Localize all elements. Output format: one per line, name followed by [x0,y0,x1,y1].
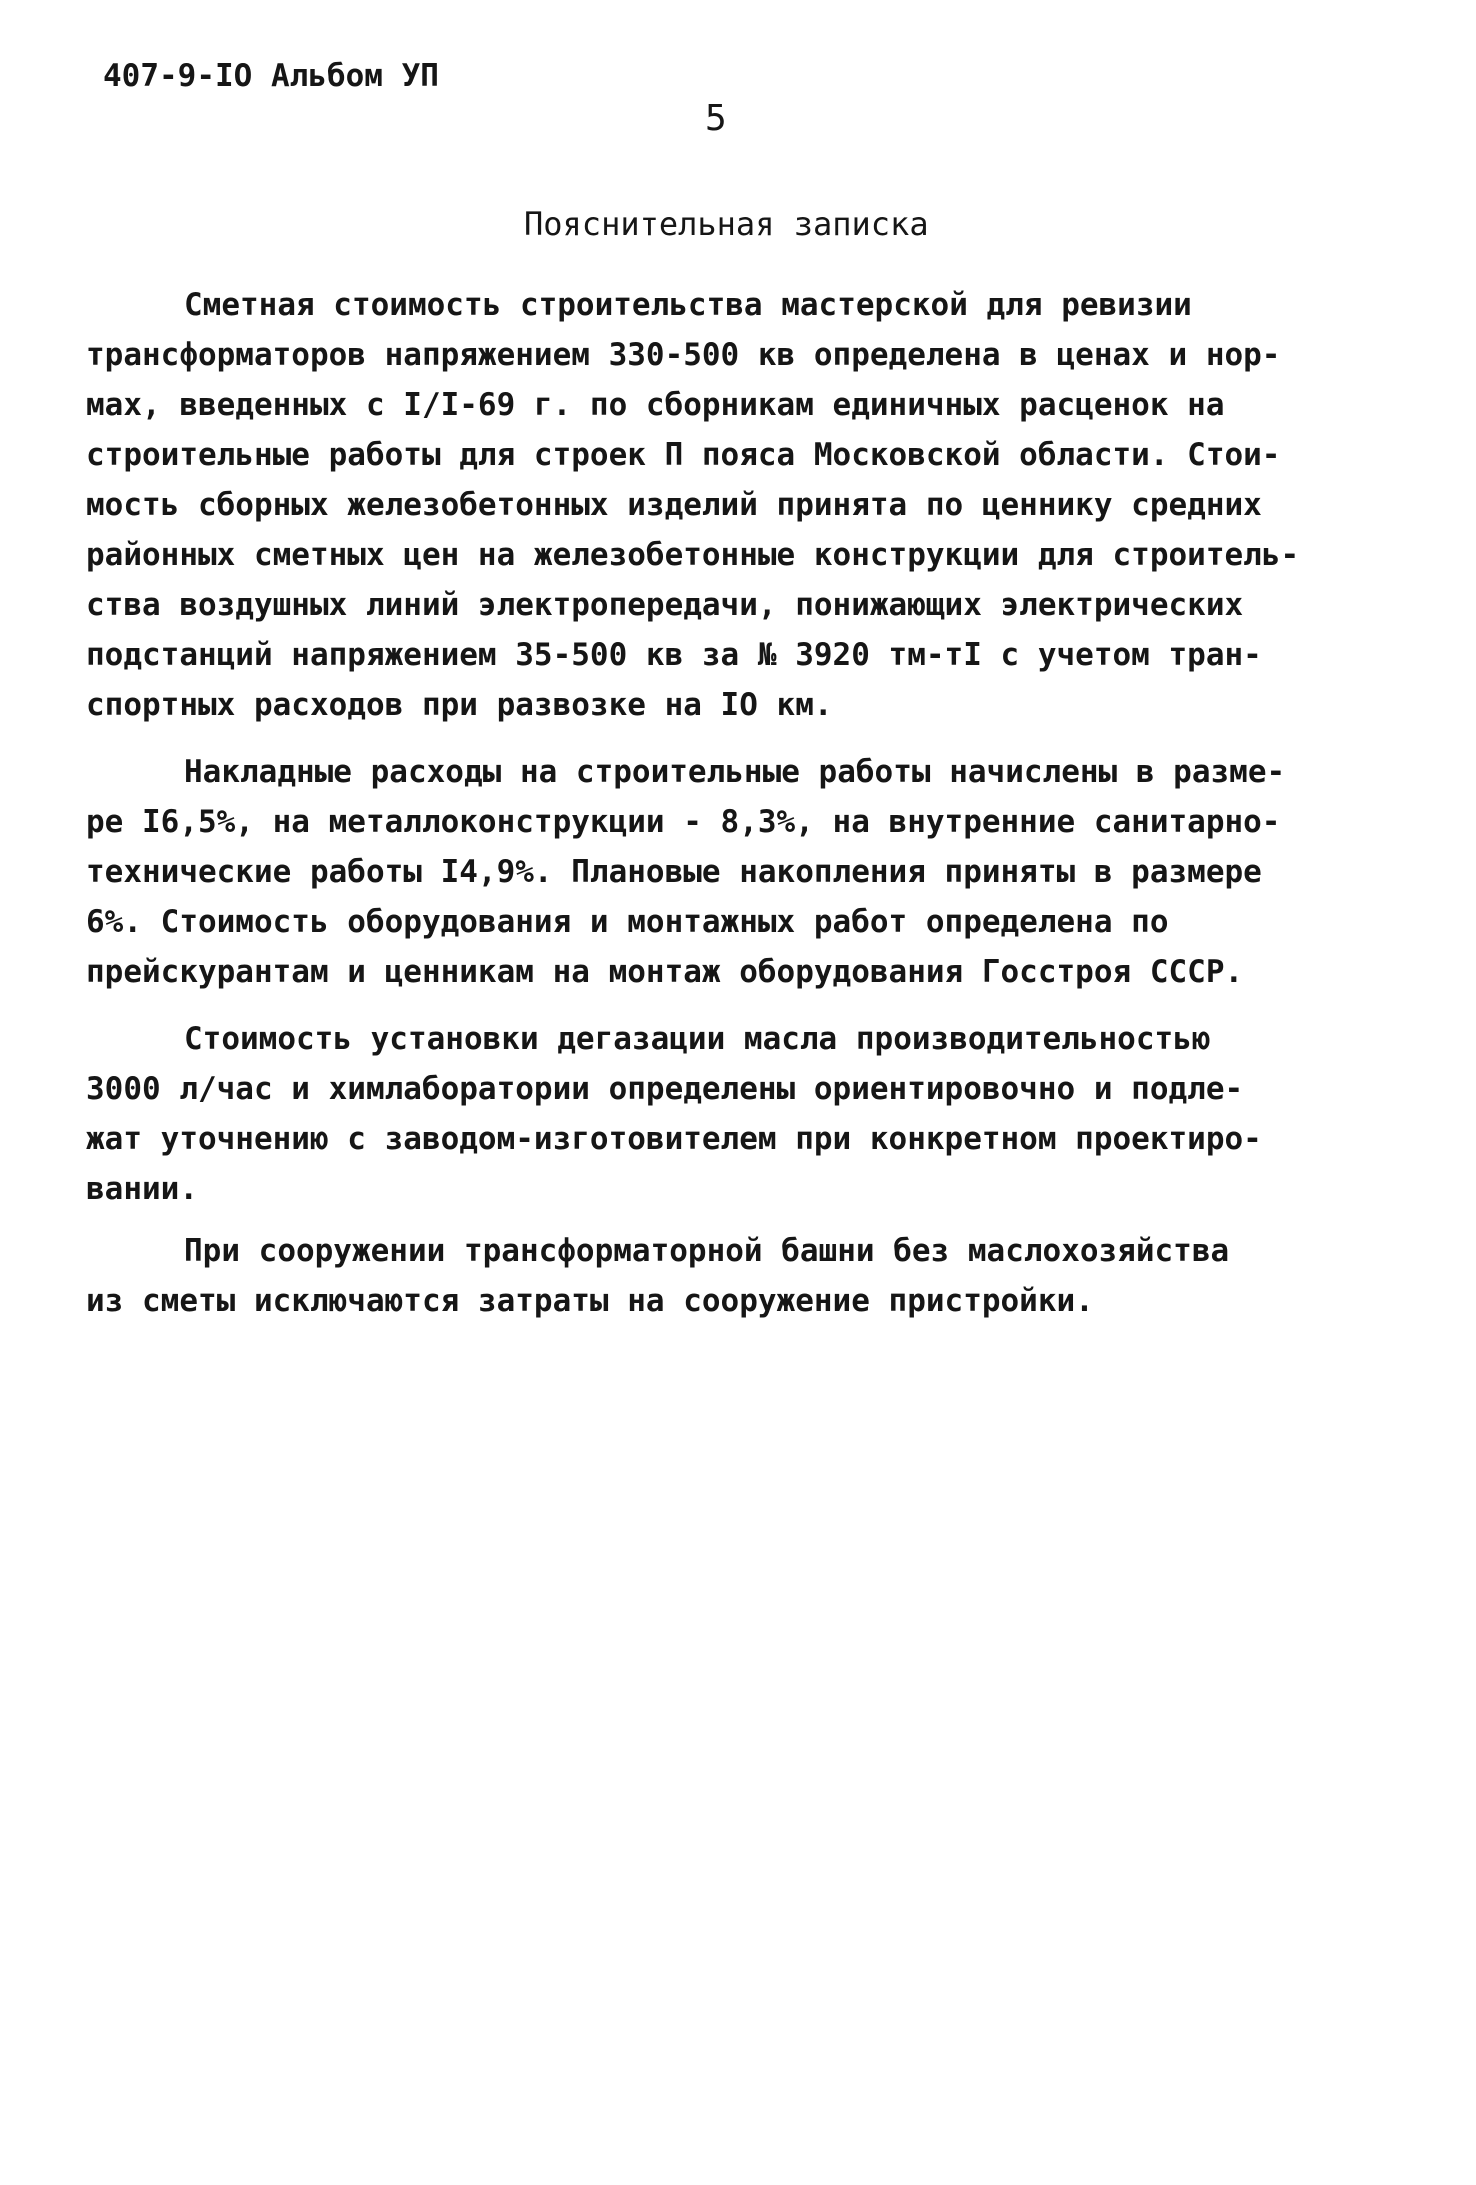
text-line: из сметы исключаются затраты на сооружение пристройки. [86,1283,1094,1319]
text-line: мах, введенных с I/I-69 г. по сборникам единичных расценок на [86,387,1225,423]
text-line: жат уточнению с заводом-изготовителем при конкретном проектиро- [86,1121,1262,1157]
text-line: Накладные расходы на строительные работы начислены в разме- [184,754,1286,790]
document-title: Пояснительная записка [524,205,929,243]
page-number: 5 [705,98,727,139]
text-line: Стоимость установки дегазации масла производительностью [184,1021,1211,1057]
document-code: 407-9-IO Альбом УП [103,58,439,94]
text-line: ства воздушных линий электропередачи, понижающих электрических [86,587,1244,623]
text-line: трансформаторов напряжением 330-500 кв определена в ценах и нор- [86,337,1281,373]
text-line: строительные работы для строек П пояса Московской области. Стои- [86,437,1281,473]
text-line: технические работы I4,9%. Плановые накопления приняты в размере [86,854,1262,890]
text-line: 6%. Стоимость оборудования и монтажных работ определена по [86,904,1169,940]
text-line: прейскурантам и ценникам на монтаж оборудования Госстроя СССР. [86,954,1244,990]
text-line: При сооружении трансформаторной башни без маслохозяйства [184,1233,1230,1269]
text-line: подстанций напряжением 35-500 кв за № 3920 тм-тI с учетом тран- [86,637,1262,673]
text-line: районных сметных цен на железобетонные конструкции для строитель- [86,537,1300,573]
text-line: вании. [86,1171,198,1207]
text-line: 3000 л/час и химлаборатории определены ориентировочно и подле- [86,1071,1244,1107]
text-line: Сметная стоимость строительства мастерской для ревизии [184,287,1192,323]
text-line: ре I6,5%, на металлоконструкции - 8,3%, на внутренние санитарно- [86,804,1281,840]
text-line: спортных расходов при развозке на IO км. [86,687,833,723]
text-line: мость сборных железобетонных изделий принята по ценнику средних [86,487,1262,523]
